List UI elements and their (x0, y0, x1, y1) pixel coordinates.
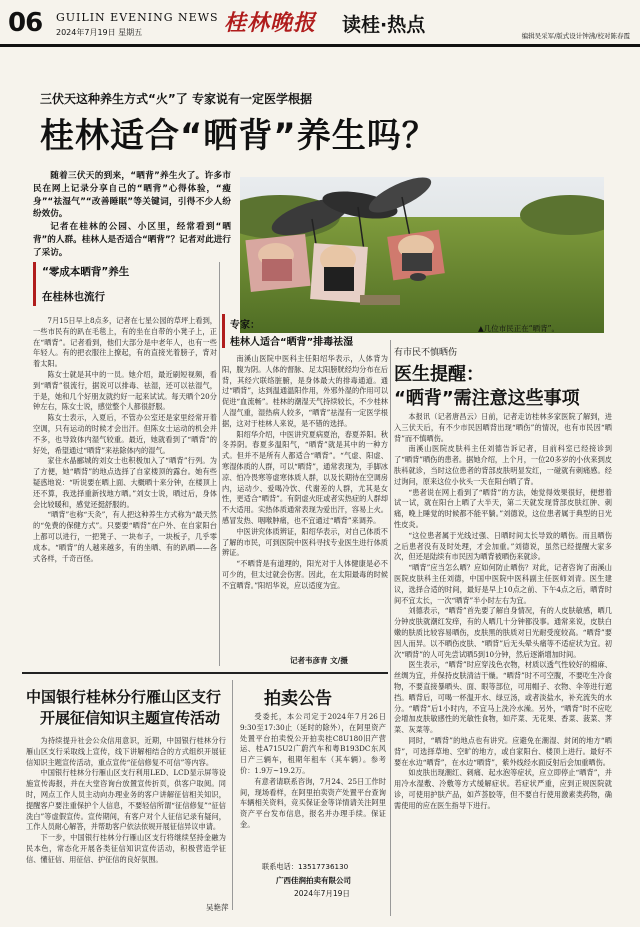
body-paragraph: 如皮肤出现潮红、刺痛、起水泡等症状，应立即停止“晒背”，并用冷水湿敷、冷敷等方式缓解症状。若症状严重，应到正规医院就诊，可使用护肤产品，如芦荟胶等，但不要自行使用激素类药物，确需使用的应在医生指导下进行。 (394, 768, 612, 810)
body-paragraph: “患者说在网上看到了“晒背”的方法，她觉得效果很好，便想着试一试，就在阳台上晒了大半天，第二天就发现背部皮肤红肿、刺痛，晚上睡觉的时候都不能平躺。”刘德说，这位患者属于典型的日光性皮炎。 (394, 487, 612, 529)
auction-body (240, 712, 386, 852)
section2-title-b: 桂林人适合“晒背”排毒祛湿 (230, 337, 354, 348)
section-title: 读桂·热点 (342, 14, 426, 36)
body-paragraph: 刘德表示，“晒背”首先要了解自身情况，有的人皮肤敏感，晒几分钟皮肤就潮红发痒，有的人晒几十分钟都没事。通常来说，皮肤白嫩的肤质比较容易晒伤，皮肤黑的肤质对日光耐受度较高。“晒背”要因人而异。以不晒伤皮肤、“晒背”后无头晕头痛等不适症状为宜。初次“晒背”的人可先尝试晒5到10分钟，然后逐渐增加时间。 (394, 606, 612, 659)
feature-kicker: 三伏天这种养生方式“火”了 专家说有一定医学根据 (40, 92, 312, 106)
lead-paragraph: 随着三伏天的到来，“晒背”养生火了。许多市民在网上记录分享自己的“晒背”心得体验，“瘦身”“祛湿气”“改善睡眠”等关键词，引得不少人纷纷效仿。 (33, 171, 231, 220)
body-paragraph: “晒背”应当怎么晒？应如何防止晒伤？对此，记者咨询了南溪山医院皮肤科主任刘德，中国中医院中医科副主任医师刘青。医生建议，选择合适的时间，最好是早上10点之前、下午4点之后，晒背时间不宜太长，一次“晒背”半小时左右为宜。 (394, 563, 612, 605)
issue-date: 2024年7月19日 星期五 (56, 28, 143, 37)
section3-kicker: 有市民不慎晒伤 (394, 348, 458, 358)
body-paragraph: 中医讲究体质辨证，阳绍华表示，对自己体质不了解的市民，可到医院中医科寻找专业医生进行体质辨证。 (222, 526, 388, 558)
bank-byline: 吴艳萍 (206, 903, 229, 912)
column-rule (390, 340, 391, 916)
editor-credits: 编辑吴采军/版式设计钟沸/校对陈春霞 (521, 32, 630, 40)
section2-byline: 记者韦彦青 文/摄 (290, 656, 348, 665)
body-paragraph: 本报讯（记者唐昌云）日前，记者走访桂林多家医院了解到，进入三伏天后，有不少市民因晒背出现“晒伤”的情况，也有市民因“晒背”而不慎晒伤。 (394, 412, 612, 443)
auction-title: 拍卖公告 (264, 689, 332, 709)
section-bar (33, 262, 36, 306)
body-paragraph: 阳绍华介绍，中医讲究夏病夏治，春夏养阳。秋冬养阴。春夏多温阳气，“晒背”就是其中的一种方式。但并不是所有人都适合“晒背”。“气虚、阳虚、寒湿体质的人群，可以“晒背”，通常表现为，手脚冰凉、怕冷畏寒等虚寒体质人群，以及长期待在空调房内，运动少、爱喝冷饮、代谢差的人群，尤其是女性，更适合“晒背”。有阴虚火旺或者实热症的人群却不大适用。实热体质通常表现为爱出汗，容易上火。感冒发热、咽喉肿痛，也不宜通过“晒背”来调养。 (222, 429, 388, 525)
section3-title-a: 医生提醒： (394, 364, 484, 385)
auction-date: 2024年7月19日 (294, 889, 350, 898)
body-paragraph: 受委托，本公司定于2024年7月26日9:30至17:30止（延时的除外），在阿里资产处置平台拍卖悦公开拍卖桂C8U180旧产营运、桂A715U2广蔚汽车和粤B193DC东风日产三辆车，租期年租车（其车辆）。参考价：1.9万~19.2万。 (240, 712, 386, 775)
body-paragraph: 陈女士就是其中的一员。她介绍，最近刷短视频，看到“晒背”很流行，据说可以排毒、祛湿，还可以祛湿气，于是，她和几个好朋友就约好一起来试试。每天晒个20分钟左右，陈女士说，感觉整个人都很舒服。 (33, 369, 217, 412)
body-paragraph: 医生表示，“晒背”时应穿浅色衣物，材质以透气性较好的棉麻、丝绸为宜，并保持皮肤清洁干燥。“晒背”时不可空腹，不要吃生冷食物，不要直接暴晒头、面、眼等部位，可用帽子、衣物、伞等进行遮挡。晒背后，可喝一杯温开水、绿豆汤，或者淡盐水，补充流失的水分。“晒背”后1小时内，不宜马上洗冷水澡。另外，“晒背”时不应吃会增加皮肤敏感性的光敏性食物，如芹菜、无花果、香菜、菠菜、荠菜、灰菜等。 (394, 660, 612, 735)
body-paragraph: “晒背”也称“天灸”，有人把这种养生方式称为“最天然的“免费的保健方式”。只要要“晒背”在户外、在自家阳台上都可以进行，一把凳子、一块布子，一块板子，几乎零成本。“晒背”的人越来越多，有的坐晒、有的趴晒——各式各样，千奇百怪。 (33, 510, 217, 563)
header-rule (0, 44, 640, 47)
body-paragraph: 下一步，中国银行桂林分行雁山区支行将继续坚持金融为民本色，常态化开展各类征信知识宣传活动，积极营造学征信、懂征信、用征信、护征信的良好氛围。 (26, 833, 226, 864)
body-paragraph: 家住水晶郦城的刘女士也积极加入了“晒背”行列。为了方便，她“晒背”的地点选择了自家楼顶的露台。她有些疑惑地说：“听说要在晒上面、大概晒十来分钟，在楼顶上还不算，我选择重新找地方晒。”刘女士说，晒过后，身体会比较暖和，感觉还挺舒服的。 (33, 456, 217, 509)
page-header (0, 0, 640, 46)
section2-body (222, 354, 388, 652)
lead-paragraph: 记者在桂林的公园、小区里，经常看到“晒背”的人群。桂林人是否适合“晒背”？记者对此进行了采访。 (33, 222, 231, 258)
section-divider (22, 672, 388, 674)
sunbathing-photo (240, 177, 604, 333)
body-paragraph: 7月15日早上8点多，记者在七星公园的草坪上看到，一些市民有的趴在毛毯上，有的坐在自带的小凳子上，正在“晒背”。记者看到，他们大部分是中老年人，也有一些年轻人。有的把衣服往上撩起，有的直接光着膀子，背对着太阳。 (33, 316, 217, 369)
body-paragraph: “不晒背是有道理的，阳光对于人体健康是必不可少的，但太过就会伤害。因此，在太阳最毒的时候不宜晒背。”阳绍华说，应以适度为宜。 (222, 559, 388, 590)
body-paragraph: 为持续提升社会公众信用意识，近期，中国银行桂林分行雁山区支行采取线上宣传，线下讲解相结合的方式组织开展征信知识主题宣传活动，重点宣传“征信修复不可信”等内容。 (26, 736, 226, 767)
auction-contact: 联系电话：13517736130 (262, 862, 349, 871)
bank-body (26, 736, 226, 900)
section-bar (222, 314, 225, 348)
body-paragraph: 陈女士表示，入夏后，不管办公室还是家里经常开着空调，只有运动的时候才会出汗。但陈女士运动的机会并不多，也导致体内湿气较重。最近，她就看到了“晒背”的好处，希望通过“晒背”来祛除体内的湿气。 (33, 413, 217, 455)
feature-photo (240, 177, 604, 333)
section3-title-b: “晒背”需注意这些事项 (394, 388, 580, 409)
photo-caption: ▲几位市民正在“晒背”。 (478, 324, 560, 333)
body-paragraph: “这位患者属于光线过强、日晒时间太长导致的晒伤。而且晒伤之后患者没有及时处理，才会加重。”刘德说，虽然已经提醒大家多次，但还是陆续有市民因为晒背被晒伤来就诊。 (394, 530, 612, 562)
paper-logo: 桂林晚报 (224, 10, 317, 36)
feature-headline: 桂林适合“晒背”养生吗？ (40, 116, 437, 156)
body-paragraph: 同时，“晒背”的地点也有讲究。应避免在潮湿、封闭的地方“晒背”，可选择草地、空旷的地方，或自家阳台、楼顶上进行。最好不要在水边“晒背”，在水边“晒背”，紫外线经水面反射后会加重晒伤。 (394, 735, 612, 767)
body-paragraph: 南溪山医院中医科主任阳绍华表示，人体背为阳，腹为阴。人体的督脉、足太阳膀胱经均分布在后背，其经穴联络脏腑，是身体最大的排毒通道。通过“晒背”，达到温通温阳作用，外邪外湿的作用可以促进“血流畅”。桂林的潮湿天气持续较长，不少桂林人湿气重，湿热病人较多，“晒背”祛湿有一定医学根据，这对于桂林人来说，是不错的选择。 (222, 354, 388, 428)
bank-title-b: 开展征信知识主题宣传活动 (40, 709, 221, 727)
section2-title-a: 专家： (230, 320, 260, 331)
body-paragraph: 南溪山医院皮肤科主任刘德告诉记者，目前科室已经接诊到了“晒背”晒伤的患者。据她介绍，上个月，一位20多岁的小伙来到皮肤科就诊，当时这位患者的背部皮肤明显发红，一碰就有刺痛感。经过询问，原来这位小伙头一天在阳台晒了背。 (394, 444, 612, 486)
auction-company: 广西佳润拍卖有限公司 (276, 876, 351, 885)
section1-title-a: “零成本晒背”养生 (42, 266, 130, 278)
column-rule (232, 680, 233, 910)
bank-title-a: 中国银行桂林分行雁山区支行 (26, 688, 222, 706)
body-paragraph: 中国银行桂林分行雁山区支行利用LED、LCD显示屏等设施宣传海报，并在大堂咨询台放置宣传折页，供客户取阅。同时，网点工作人员主动向办理业务的客户讲解征信相关知识，提醒客户要注重保护个人信息，不要轻信所谓“征信修复”“征信洗白”等虚假宣传。宣传期间，有客户对个人征信记录有疑问，工作人员耐心解答，并帮助客户依法依规开展征信异议申请。 (26, 768, 226, 832)
paper-name-en: GUILIN EVENING NEWS (56, 11, 219, 24)
body-paragraph: 有意者请联系咨询，7月24、25日工作时间，现场看样，在阿里拍卖资产处置平台查询车辆相关资料，竞买保证金等详情请关注阿里资产平台发布信息，报名并办理手续。保证金。 (240, 776, 386, 829)
section1-body (33, 316, 217, 668)
page-number: 06 (8, 8, 43, 38)
section3-body (394, 412, 612, 912)
column-rule (219, 262, 220, 666)
feature-lead (33, 170, 231, 260)
section1-title-b: 在桂林也流行 (42, 291, 105, 303)
